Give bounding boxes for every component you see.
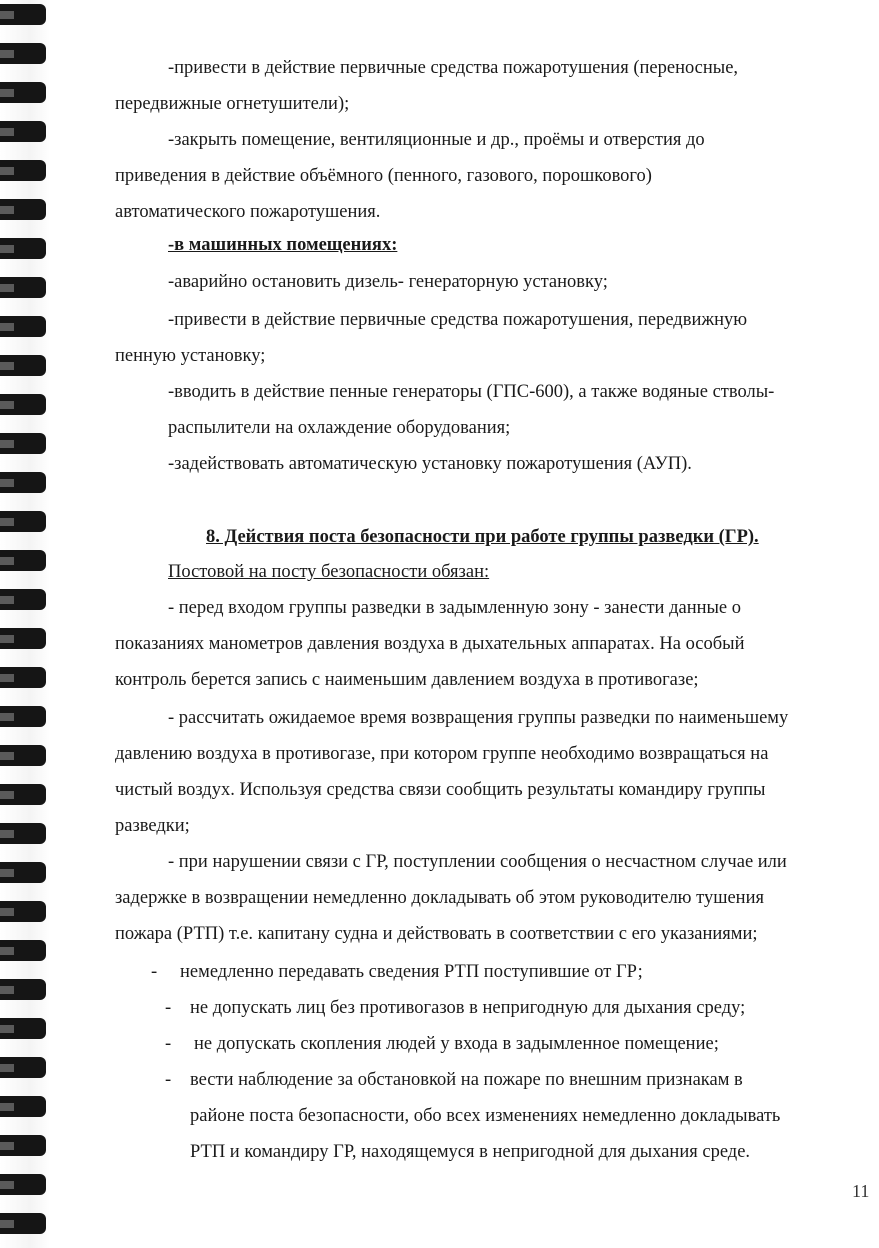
paragraph-line: -аварийно остановить дизель- генераторную установку;	[168, 272, 608, 292]
paragraph-line: передвижные огнетушители);	[115, 94, 350, 114]
paragraph-line: -вводить в действие пенные генераторы (ГПС-600), а также водяные стволы-	[168, 382, 775, 402]
paragraph-line: чистый воздух. Используя средства связи сообщить результаты командиру группы	[115, 780, 766, 800]
paragraph-line: приведения в действие объёмного (пенного, газового, порошкового)	[115, 166, 652, 186]
bullet-item: не допускать лиц без противогазов в непригодную для дыхания среду;	[190, 998, 746, 1018]
bullet-item: РТП и командиру ГР, находящемуся в непригодной для дыхания среде.	[190, 1142, 751, 1162]
paragraph-line: -задействовать автоматическую установку пожаротушения (АУП).	[168, 454, 692, 474]
paragraph-line: -привести в действие первичные средства пожаротушения (переносные,	[168, 58, 739, 78]
paragraph-line: пожара (РТП) т.е. капитану судна и действовать в соответствии с его указаниями;	[115, 924, 758, 944]
paragraph-line: задержке в возвращении немедленно докладывать об этом руководителю тушения	[115, 888, 764, 908]
paragraph-line: - перед входом группы разведки в задымленную зону - занести данные о	[168, 598, 742, 618]
bullet-dash: -	[165, 1034, 172, 1054]
bullet-item: вести наблюдение за обстановкой на пожаре по внешним признакам в	[190, 1070, 743, 1090]
page-number: 11	[852, 1181, 870, 1201]
paragraph-line: автоматического пожаротушения.	[115, 202, 381, 222]
paragraph-line: - при нарушении связи с ГР, поступлении сообщения о несчастном случае или	[168, 852, 787, 872]
paragraph-line: -закрыть помещение, вентиляционные и др., проёмы и отверстия до	[168, 130, 705, 150]
section-heading: 8. Действия поста безопасности при работе группы разведки (ГР).	[206, 527, 759, 547]
bullet-dash: -	[165, 1070, 172, 1090]
bullet-dash: -	[151, 962, 158, 982]
section-intro: Постовой на посту безопасности обязан:	[168, 562, 490, 582]
bullet-dash: -	[165, 998, 172, 1018]
section-subheading: -в машинных помещениях:	[168, 235, 398, 255]
paragraph-line: - рассчитать ожидаемое время возвращения группы разведки по наименьшему	[168, 708, 789, 728]
paragraph-line: распылители на охлаждение оборудования;	[168, 418, 511, 438]
bullet-item: немедленно передавать сведения РТП поступившие от ГР;	[180, 962, 643, 982]
paragraph-line: разведки;	[115, 816, 190, 836]
paragraph-line: давлению воздуха в противогазе, при котором группе необходимо возвращаться на	[115, 744, 769, 764]
bullet-item: не допускать скопления людей у входа в задымленное помещение;	[194, 1034, 719, 1054]
paragraph-line: пенную установку;	[115, 346, 266, 366]
paragraph-line: -привести в действие первичные средства пожаротушения, передвижную	[168, 310, 748, 330]
bullet-item: районе поста безопасности, обо всех изменениях немедленно докладывать	[190, 1106, 781, 1126]
paragraph-line: показаниях манометров давления воздуха в дыхательных аппаратах. На особый	[115, 634, 745, 654]
paragraph-line: контроль берется запись с наименьшим давлением воздуха в противогазе;	[115, 670, 699, 690]
